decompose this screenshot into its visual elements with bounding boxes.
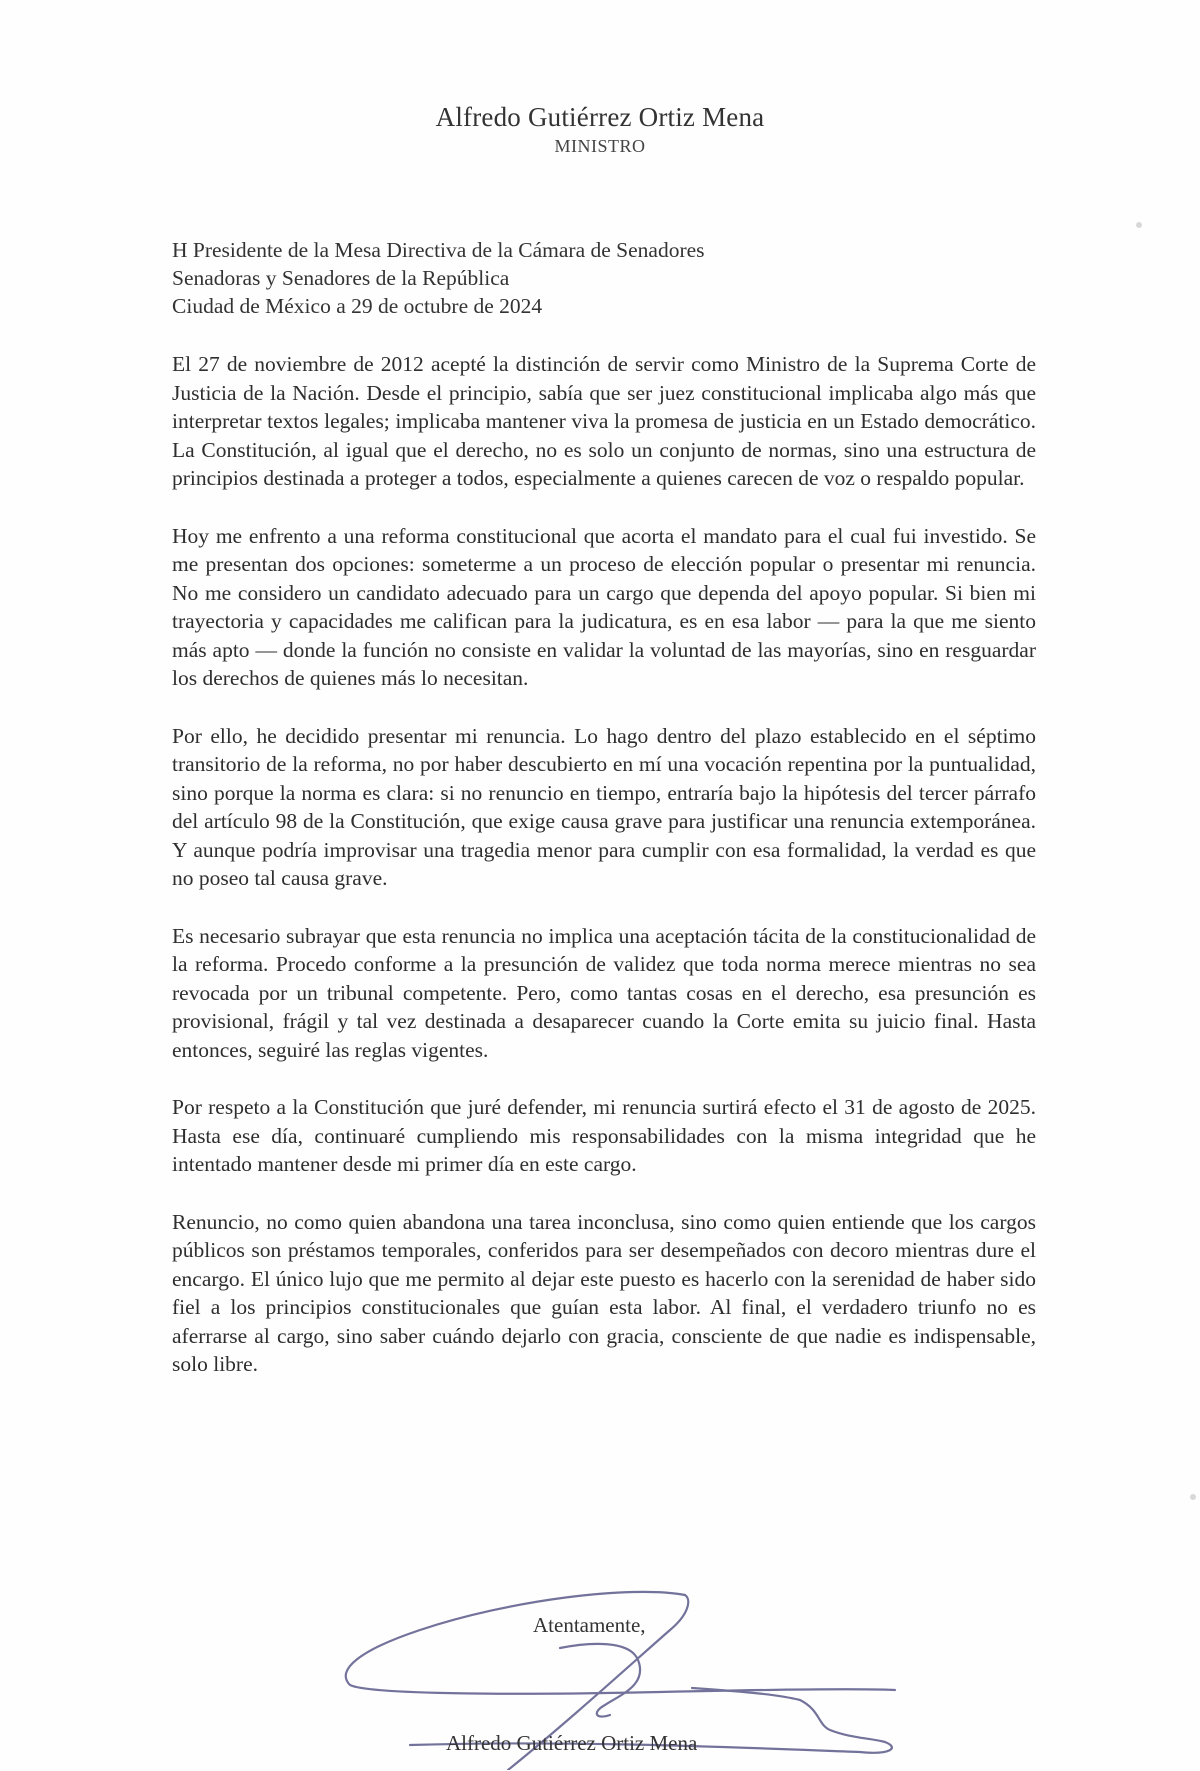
scan-artifact	[1136, 222, 1142, 228]
addressee-line: Senadoras y Senadores de la República	[172, 266, 510, 290]
body-paragraph: Por ello, he decidido presentar mi renuncia. Lo hago dentro del plazo establecido en el séptimo transitorio de la reforma, no por haber descubierto en mí una vocación repentina por la puntualidad, sino porque la norma es clara: si no renuncio en tiempo, entraría bajo la hipótesis del tercer párrafo del artículo 98 de la Constitución, que exige causa grave para justificar una renuncia extemporánea. Y aunque podría improvisar una tragedia menor para cumplir con esa formalidad, la verdad es que no poseo tal causa grave.	[172, 723, 1036, 890]
scan-artifact	[1190, 1494, 1196, 1500]
signature-loop-stroke	[346, 1592, 895, 1694]
closing-salutation: Atentamente,	[533, 1613, 646, 1637]
body-paragraph: Renuncio, no como quien abandona una tarea inconclusa, sino como quien entiende que los cargos públicos son préstamos temporales, conferidos para ser desempeñados con decoro mientras dure el encargo. El único lujo que me permito al dejar este puesto es hacerlo con la serenidad de haber sido fiel a los principios constitucionales que guían esta labor. Al final, el verdadero triunfo no es aferrarse al cargo, sino saber cuándo dejarlo con gracia, consciente de que nadie es indispensable, solo libre.	[172, 1209, 1036, 1376]
body-paragraph: Es necesario subrayar que esta renuncia no implica una aceptación tácita de la constitucionalidad de la reforma. Procedo conforme a la presunción de validez que toda norma merece mientras no sea revocada por un tribunal competente. Pero, como tantas cosas en el derecho, esa presunción es provisional, frágil y tal vez destinada a desaparecer cuando la Corte emita su juicio final. Hasta entonces, seguiré las reglas vigentes.	[172, 923, 1036, 1062]
addressee-line: H Presidente de la Mesa Directiva de la Cámara de Senadores	[172, 238, 705, 262]
body-paragraph: Hoy me enfrento a una reforma constitucional que acorta el mandato para el cual fui investido. Se me presentan dos opciones: someterme a un proceso de elección popular o presentar mi renuncia. No me considero un candidato adecuado para un cargo que dependa del apoyo popular. Si bien mi trayectoria y capacidades me califican para la judicatura, es en esa labor — para la que me siento más apto — donde la función no consiste en validar la voluntad de las mayorías, sino en resguardar los derechos de quienes más lo necesitan.	[172, 523, 1036, 690]
letter-body	[172, 350, 1036, 1408]
body-paragraph: Por respeto a la Constitución que juré defender, mi renuncia surtirá efecto el 31 de agosto de 2025. Hasta ese día, continuaré cumpliendo mis responsabilidades con la misma integridad que he intentado mantener desde mi primer día en este cargo.	[172, 1095, 1036, 1176]
body-paragraph: El 27 de noviembre de 2012 acepté la distinción de servir como Ministro de la Suprema Corte de Justicia de la Nación. Desde el principio, sabía que ser juez constitucional implicaba algo más que interpretar textos legales; implicaba mantener viva la promesa de justicia en un Estado democrático. La Constitución, al igual que el derecho, no es solo un conjunto de normas, sino una estructura de principios destinada a proteger a todos, especialmente a quienes carecen de voz o respaldo popular.	[172, 352, 1036, 490]
signer-name: Alfredo Gutiérrez Ortiz Mena	[446, 1731, 698, 1755]
letterhead	[0, 100, 1200, 158]
date-line: Ciudad de México a 29 de octubre de 2024	[172, 294, 543, 318]
signature-hook-stroke	[560, 1644, 640, 1717]
letterhead-title: MINISTRO	[554, 136, 646, 156]
letterhead-name: Alfredo Gutiérrez Ortiz Mena	[435, 102, 765, 132]
addressee-block	[172, 236, 1052, 320]
